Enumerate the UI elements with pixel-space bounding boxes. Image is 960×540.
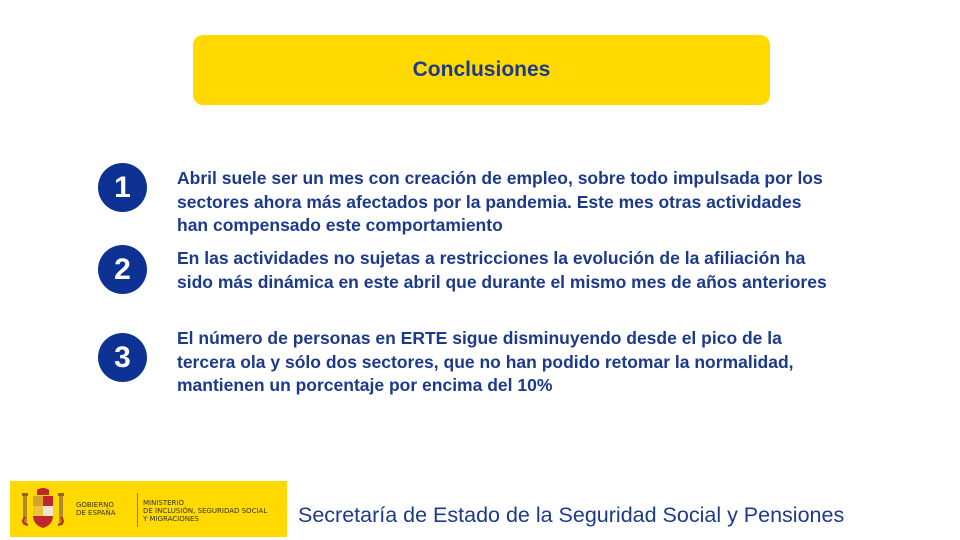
logo-divider <box>137 493 138 527</box>
ministerio-label <box>143 499 267 523</box>
conclusion-text: En las actividades no sujetas a restricciones la evolución de la afiliación ha sido más dinámica en este abril que durante el mismo mes de años anteriores <box>177 248 827 292</box>
conclusion-text: Abril suele ser un mes con creación de empleo, sobre todo impulsada por los sectores ahora más afectados por la pandemia. Este mes otras actividades han compensado este comportamiento <box>177 168 823 235</box>
logo-line: GOBIERNO <box>76 501 114 509</box>
coat-of-arms-icon <box>20 487 66 531</box>
number-badge: 1 <box>98 163 147 212</box>
slide-title: Conclusiones <box>412 58 551 81</box>
government-logo <box>10 481 287 537</box>
gobierno-label <box>76 501 116 517</box>
number-badge: 3 <box>98 333 147 382</box>
number-badge: 2 <box>98 245 147 294</box>
logo-line: Y MIGRACIONES <box>143 515 199 523</box>
logo-line: DE INCLUSIÓN, SEGURIDAD SOCIAL <box>143 507 268 515</box>
logo-line: MINISTERIO <box>143 499 184 507</box>
conclusion-text: El número de personas en ERTE sigue disminuyendo desde el pico de la tercera ola y sólo dos sectores, que no han podido retomar la normalidad, mantienen un porcentaje por encima del 10% <box>177 328 794 395</box>
logo-line: DE ESPAÑA <box>76 509 116 517</box>
title-banner <box>193 35 770 105</box>
footer-title: Secretaría de Estado de la Seguridad Social y Pensiones <box>298 503 845 527</box>
